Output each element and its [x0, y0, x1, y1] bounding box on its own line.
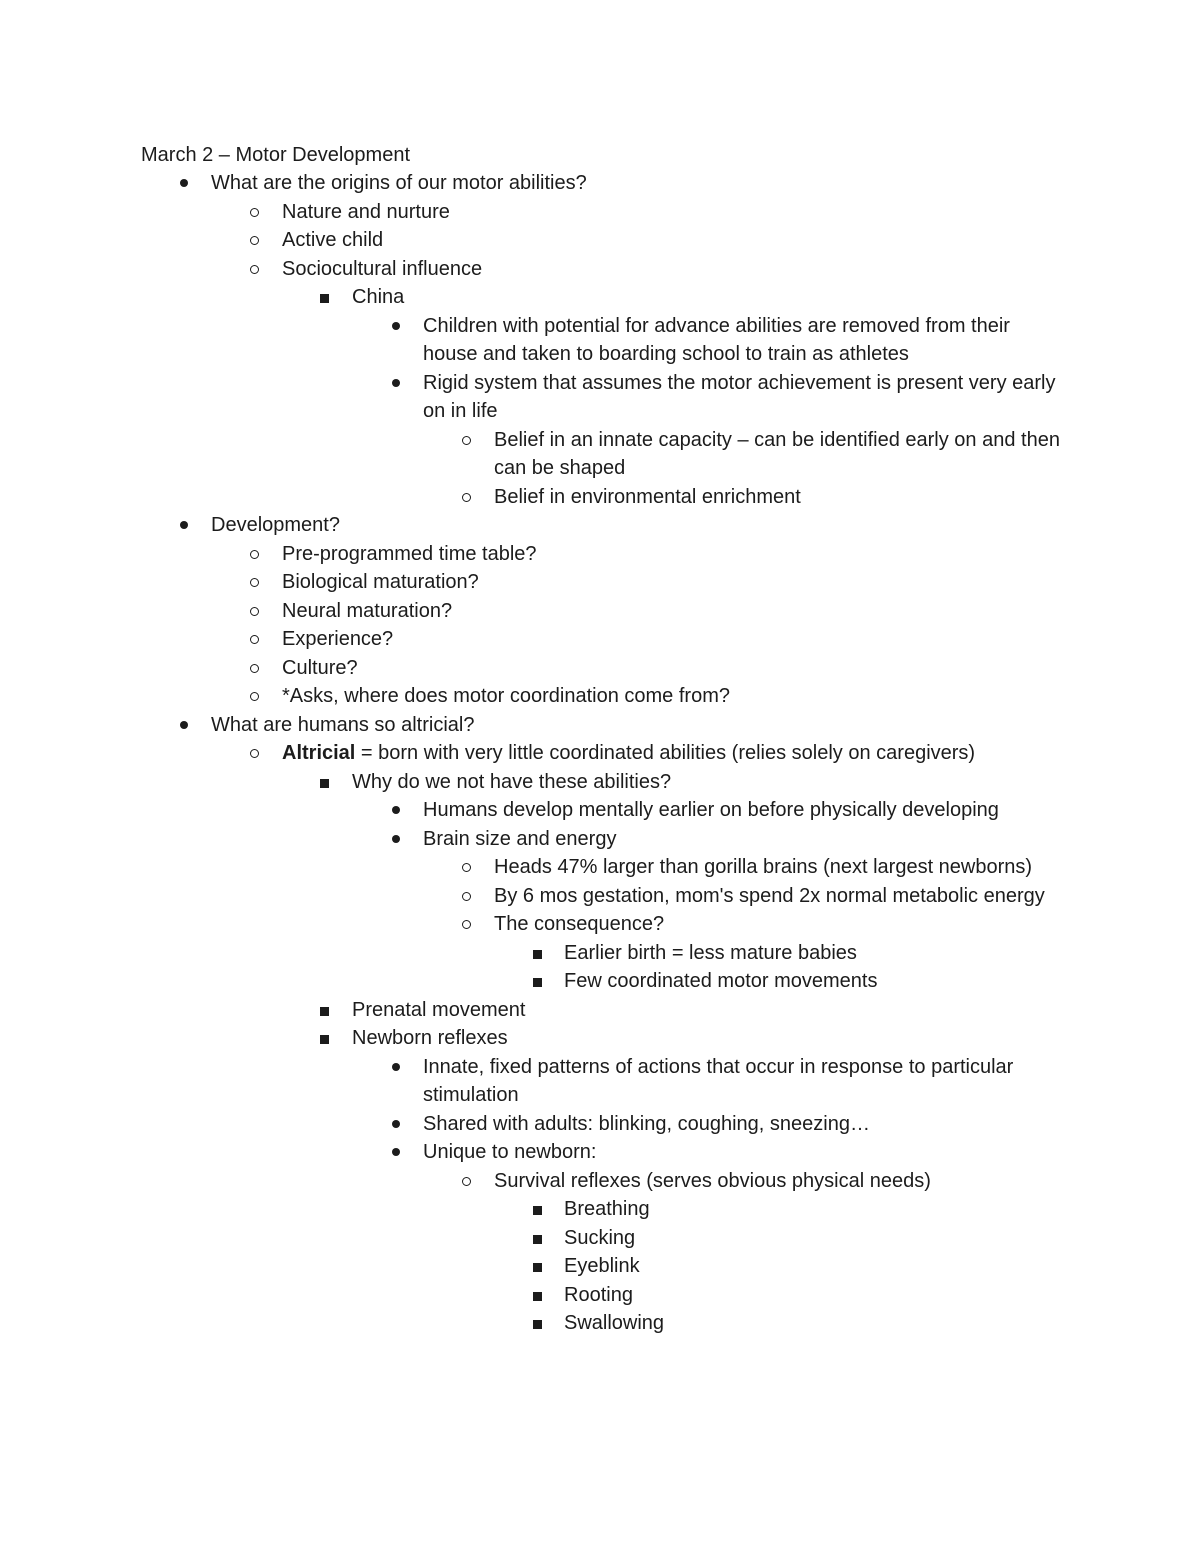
list-item — [0, 1167, 1064, 1196]
list-item — [0, 654, 1200, 683]
list-item — [0, 1309, 1200, 1338]
list-item-text: Eyeblink — [564, 1255, 640, 1277]
square-bullet-icon — [529, 939, 549, 968]
list-item-content — [282, 739, 1200, 768]
list-item — [0, 711, 1200, 740]
list-item-text: Humans develop mentally earlier on before physically developing — [423, 799, 999, 821]
square-bullet-icon — [316, 768, 336, 797]
list-item — [0, 511, 1200, 540]
list-item — [0, 597, 1200, 626]
document-title: March 2 – Motor Development — [141, 144, 411, 166]
disc-bullet-icon — [175, 711, 195, 740]
list-item — [0, 1224, 1200, 1253]
list-item — [0, 682, 1200, 711]
disc-bullet-icon — [387, 312, 407, 341]
list-item-text: Swallowing — [564, 1312, 665, 1334]
disc-bullet-icon — [387, 1053, 407, 1082]
list-item-text: Development? — [211, 514, 340, 536]
list-item — [0, 198, 1200, 227]
list-item — [0, 483, 1064, 512]
list-item — [0, 1281, 1200, 1310]
list-item-text: Belief in environmental enrichment — [494, 485, 801, 508]
circle-bullet-icon — [246, 654, 266, 683]
square-bullet-icon — [529, 1195, 549, 1224]
circle-bullet-icon — [458, 853, 478, 882]
list-item — [0, 739, 1200, 768]
list-item-text: The consequence? — [494, 913, 665, 935]
bold-term: Altricial — [282, 742, 356, 764]
list-item-text: Survival reflexes (serves obvious physical needs) — [494, 1169, 931, 1192]
list-item-text: China — [352, 286, 405, 308]
square-bullet-icon — [529, 1224, 549, 1253]
list-item-text: Prenatal movement — [352, 998, 526, 1021]
disc-bullet-icon — [387, 825, 407, 854]
list-item — [0, 796, 999, 825]
circle-bullet-icon — [246, 597, 266, 626]
circle-bullet-icon — [246, 625, 266, 654]
square-bullet-icon — [529, 967, 549, 996]
square-bullet-icon — [529, 1252, 549, 1281]
disc-bullet-icon — [175, 169, 195, 198]
square-bullet-icon — [316, 996, 336, 1025]
list-item-text: Children with potential for advance abilities are removed from their house and taken to boarding school to train as athletes — [423, 314, 1010, 365]
list-item — [0, 939, 1200, 968]
list-item — [0, 255, 1200, 284]
circle-bullet-icon — [246, 540, 266, 569]
disc-bullet-icon — [175, 511, 195, 540]
circle-bullet-icon — [458, 910, 478, 939]
list-item-text: Newborn reflexes — [352, 1027, 508, 1049]
circle-bullet-icon — [458, 483, 478, 512]
list-item-text: Why do we not have these abilities? — [352, 770, 672, 793]
list-item — [0, 853, 1064, 882]
square-bullet-icon — [529, 1309, 549, 1338]
list-item-text: Earlier birth = less mature babies — [564, 941, 857, 964]
list-item — [0, 1110, 993, 1139]
list-item-text: Heads 47% larger than gorilla brains (next largest newborns) — [494, 856, 1033, 878]
list-item — [0, 426, 1064, 483]
circle-bullet-icon — [246, 568, 266, 597]
list-item-text: *Asks, where does motor coordination come from? — [282, 685, 730, 707]
list-item — [0, 312, 1010, 369]
list-item — [0, 568, 1200, 597]
circle-bullet-icon — [246, 255, 266, 284]
circle-bullet-icon — [458, 426, 478, 455]
disc-bullet-icon — [387, 1110, 407, 1139]
list-item-text: Biological maturation? — [282, 571, 479, 593]
square-bullet-icon — [316, 283, 336, 312]
list-item-text: What are humans so altricial? — [211, 713, 475, 736]
list-item — [0, 996, 1200, 1025]
list-item-text: By 6 mos gestation, mom's spend 2x normal metabolic energy — [494, 884, 1045, 907]
list-item-text: What are the origins of our motor abilities? — [211, 172, 587, 194]
list-item — [0, 1252, 1200, 1281]
list-item-text: Nature and nurture — [282, 200, 450, 223]
list-item-text: Active child — [282, 229, 384, 251]
list-item-text: Culture? — [282, 656, 358, 679]
list-item — [0, 1053, 1014, 1110]
list-item-text: Few coordinated motor movements — [564, 970, 878, 992]
circle-bullet-icon — [246, 682, 266, 711]
bullet-outline — [0, 169, 1200, 1338]
list-item — [0, 768, 1200, 797]
list-item-text: Innate, fixed patterns of actions that occur in response to particular stimulation — [423, 1055, 1014, 1106]
circle-bullet-icon — [246, 226, 266, 255]
list-item — [0, 1195, 1200, 1224]
circle-bullet-icon — [458, 882, 478, 911]
disc-bullet-icon — [387, 796, 407, 825]
list-item-text: Brain size and energy — [423, 827, 617, 850]
list-item-text: Belief in an innate capacity – can be identified early on and then can be shaped — [494, 428, 1060, 479]
circle-bullet-icon — [458, 1167, 478, 1196]
list-item-text: Pre-programmed time table? — [282, 542, 537, 565]
disc-bullet-icon — [387, 369, 407, 398]
list-item-text: Sociocultural influence — [282, 257, 483, 280]
list-item-text: Sucking — [564, 1226, 636, 1249]
list-item — [0, 825, 993, 854]
disc-bullet-icon — [387, 1138, 407, 1167]
list-item — [0, 1024, 1200, 1053]
list-item-text: Rigid system that assumes the motor achievement is present very early on in life — [423, 371, 1056, 422]
list-item — [0, 226, 1200, 255]
list-item-text: Shared with adults: blinking, coughing, sneezing… — [423, 1112, 870, 1135]
list-item-text: = born with very little coordinated abilities (relies solely on caregivers) — [355, 742, 976, 764]
list-item-text: Neural maturation? — [282, 599, 453, 622]
square-bullet-icon — [316, 1024, 336, 1053]
list-item — [0, 1138, 993, 1167]
list-item — [0, 369, 1056, 426]
list-item — [0, 967, 1200, 996]
circle-bullet-icon — [246, 198, 266, 227]
list-item-text: Rooting — [564, 1283, 633, 1306]
list-item — [0, 169, 1200, 198]
list-item — [0, 540, 1200, 569]
list-item-text: Experience? — [282, 628, 394, 650]
circle-bullet-icon — [246, 739, 266, 768]
list-item — [0, 283, 1200, 312]
list-item-text: Breathing — [564, 1198, 650, 1220]
list-item — [0, 625, 1200, 654]
list-item — [0, 910, 1064, 939]
square-bullet-icon — [529, 1281, 549, 1310]
list-item-text: Unique to newborn: — [423, 1141, 597, 1163]
list-item — [0, 882, 1064, 911]
